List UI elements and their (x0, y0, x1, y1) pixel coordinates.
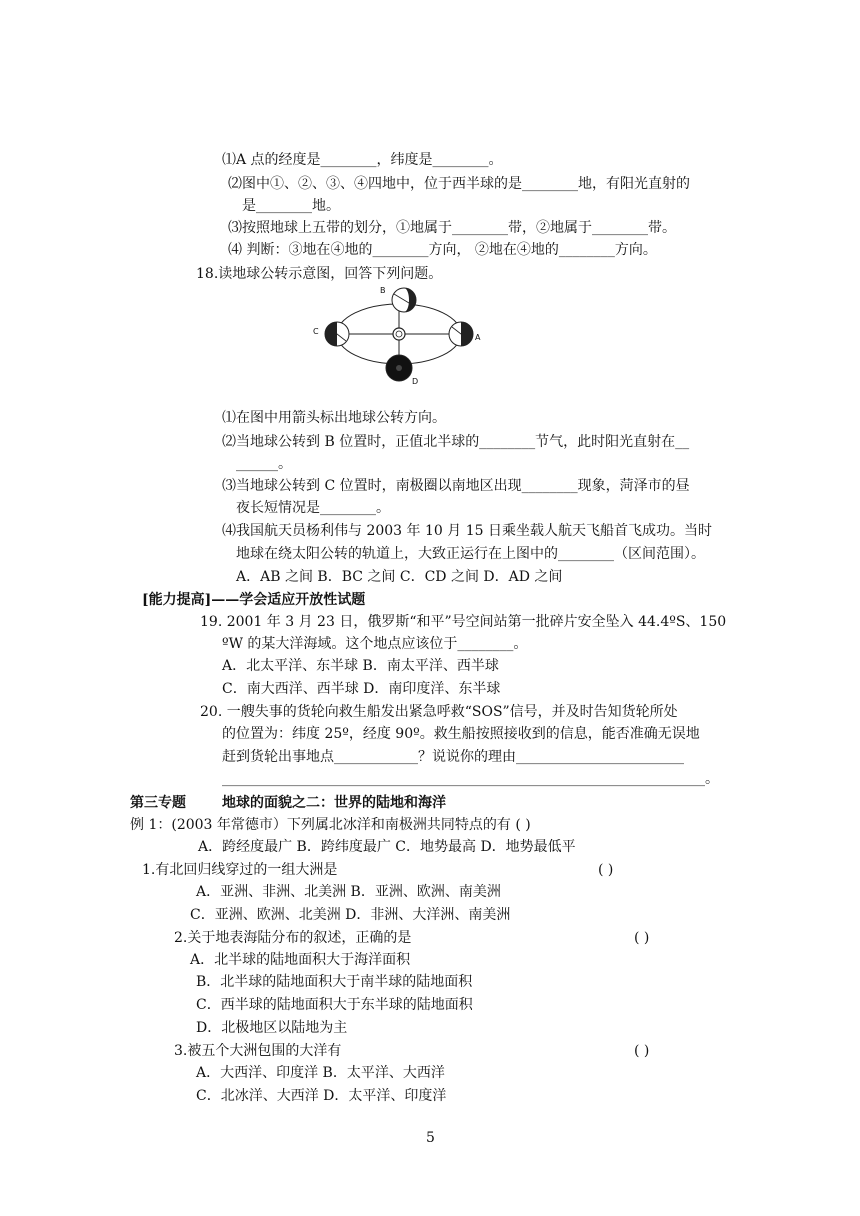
q17-part1: ⑴A 点的经度是________，纬度是________。 (222, 152, 503, 168)
example1-options: A．跨经度最广 B．跨纬度最广 C．地势最高 D．地势最低平 (198, 839, 576, 855)
q19-options-row2: C．南大西洋、西半球 D．南印度洋、东半球 (222, 681, 501, 697)
q3-stem: 3.被五个大洲包围的大洋有 (174, 1043, 342, 1059)
q2-answer-bracket: ( ) (634, 930, 650, 946)
q3-options-row2: C．北冰洋、大西洋 D．太平洋、印度洋 (196, 1088, 447, 1104)
q17-part2-line1: ⑵图中①、②、③、④四地中，位于西半球的是________地，有阳光直射的 (228, 176, 690, 192)
label-a: A (475, 333, 481, 342)
example1-stem: 例 1：(2003 年常德市）下列属北冰洋和南极洲共同特点的有 ( ) (130, 817, 531, 833)
q19-options-row1: A．北太平洋、东半球 B．南太平洋、西半球 (222, 658, 499, 674)
q3-answer-bracket: ( ) (634, 1043, 650, 1059)
topic3-label: 第三专题 (130, 795, 186, 811)
q2-option-b: B．北半球的陆地面积大于南半球的陆地面积 (196, 974, 473, 990)
earth-position-d (386, 355, 412, 381)
page-number: 5 (426, 1130, 435, 1146)
q20-line4: _____________________________________________________________________。 (222, 771, 719, 787)
q20-line1: 20. 一艘失事的货轮向救生船发出紧急呼救“SOS”信号，并及时告知货轮所处 (200, 704, 678, 720)
q1-answer-bracket: ( ) (598, 862, 614, 878)
q18-part3-line1: ⑶当地球公转到 C 位置时，南极圈以南地区出现________现象，菏泽市的昼 (222, 478, 690, 494)
q1-options-row2: C．亚洲、欧洲、北美洲 D．非洲、大洋洲、南美洲 (190, 907, 511, 923)
q18-title: 18.读地球公转示意图，回答下列问题。 (196, 266, 443, 282)
sun-icon (393, 328, 405, 340)
earth-revolution-diagram (310, 282, 492, 388)
q2-option-a: A．北半球的陆地面积大于海洋面积 (190, 952, 411, 968)
q18-part1: ⑴在图中用箭头标出地球公转方向。 (222, 410, 446, 426)
q2-option-c: C．西半球的陆地面积大于东半球的陆地面积 (196, 997, 473, 1013)
label-c: C (313, 327, 319, 336)
section-ability-heading: [能力提高]——学会适应开放性试题 (142, 592, 366, 608)
q20-line3: 赶到货轮出事地点____________？说说你的理由________________________ (222, 749, 684, 765)
q18-part2-line2: ______。 (236, 456, 292, 472)
q17-part3: ⑶按照地球上五带的划分，①地属于________带，②地属于________带。 (228, 220, 676, 236)
q1-options-row1: A．亚洲、非洲、北美洲 B．亚洲、欧洲、南美洲 (196, 884, 501, 900)
label-d: D (412, 377, 419, 386)
q19-line1: 19. 2001 年 3 月 23 日，俄罗斯“和平”号空间站第一批碎片安全坠入 44.4ºS、150 (200, 614, 727, 630)
label-b: B (380, 286, 386, 295)
q18-part3-line2: 夜长短情况是________。 (236, 500, 390, 516)
topic3-title: 地球的面貌之二：世界的陆地和海洋 (222, 795, 446, 811)
q2-stem: 2.关于地表海陆分布的叙述，正确的是 (174, 930, 412, 946)
q1-stem: 1.有北回归线穿过的一组大洲是 (142, 862, 338, 878)
q17-part4: ⑷ 判断：③地在④地的________方向， ②地在④地的________方向。 (228, 242, 657, 258)
q20-line2: 的位置为：纬度 25º，经度 90º。救生船按照接收到的信息，能否准确无误地 (222, 726, 700, 742)
earth-position-c (325, 322, 349, 346)
q17-part2-line2: 是________地。 (242, 198, 340, 214)
q18-part4-line2: 地球在绕太阳公转的轨道上，大致正运行在上图中的________（区间范围）。 (236, 546, 705, 562)
earth-position-a (449, 322, 473, 346)
q18-options: A．AB 之间 B．BC 之间 C．CD 之间 D．AD 之间 (236, 569, 563, 585)
q2-option-d: D．北极地区以陆地为主 (196, 1020, 348, 1036)
q18-part2-line1: ⑵当地球公转到 B 位置时，正值北半球的________节气，此时阳光直射在__ (222, 434, 690, 450)
q3-options-row1: A．大西洋、印度洋 B．太平洋、大西洋 (196, 1065, 445, 1081)
earth-position-b (392, 288, 416, 312)
q18-part4-line1: ⑷我国航天员杨利伟与 2003 年 10 月 15 日乘坐载人航天飞船首飞成功。当时 (222, 523, 712, 539)
q19-line2: ºW 的某大洋海域。这个地点应该位于________。 (222, 636, 528, 652)
